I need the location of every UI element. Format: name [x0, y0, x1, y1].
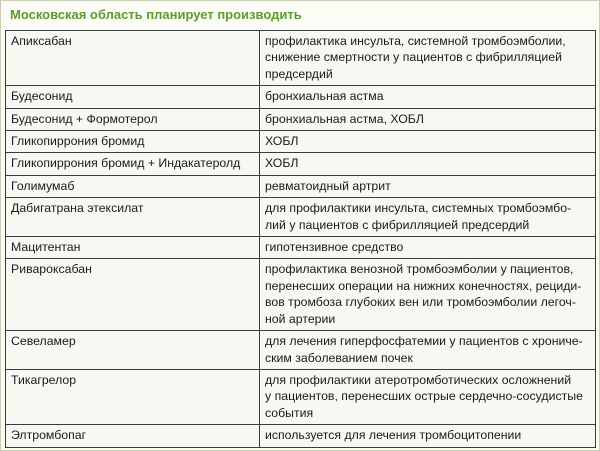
table-heading: Московская область планирует производить — [10, 7, 302, 22]
indication-cell — [260, 425, 596, 447]
drug-name-cell: Голимумаб — [6, 175, 260, 197]
drug-name-cell: Гликопиррония бромид — [6, 131, 260, 153]
indication-line: предсердий — [265, 66, 333, 81]
table-row — [6, 175, 596, 197]
indication-line: снижение смертности у пациентов с фибрилляцией — [265, 50, 562, 65]
indication-line: ХОБЛ — [265, 134, 299, 149]
indication-line: у пациентов, перенесших острые сердечно-сосудистые — [265, 389, 583, 404]
table-row — [6, 259, 596, 331]
indication-line: гипотензивное средство — [265, 240, 404, 255]
table-row — [6, 108, 596, 130]
indication-line: ной артерии — [265, 311, 336, 326]
drug-name-cell: Тикагрелор — [6, 369, 260, 424]
indication-line: для профилактики инсульта, системных тромбоэмбо- — [265, 201, 572, 216]
table-row — [6, 153, 596, 175]
drug-name-cell: Элтромбопаг — [6, 425, 260, 447]
indication-line: ским заболеванием почек — [265, 350, 413, 365]
table-row — [6, 369, 596, 424]
table-row — [6, 198, 596, 237]
drug-name-cell: Будесонид — [6, 86, 260, 108]
indication-cell — [260, 369, 596, 424]
indication-line: бронхиальная астма — [265, 89, 384, 104]
indication-line: вов тромбоза глубоких вен или тромбоэмболии легоч- — [265, 295, 576, 310]
indication-line: лий у пациентов с фибрилляцией предсердий — [265, 217, 530, 232]
table-body — [6, 31, 596, 448]
indication-cell — [260, 131, 596, 153]
indication-cell — [260, 331, 596, 370]
table-row — [6, 237, 596, 259]
table-row — [6, 425, 596, 447]
indication-line: используется для лечения тромбоцитопении — [265, 428, 522, 443]
indication-cell — [260, 31, 596, 86]
drug-name-cell: Мацитентан — [6, 237, 260, 259]
indication-cell — [260, 86, 596, 108]
indication-cell — [260, 237, 596, 259]
table-row — [6, 131, 596, 153]
drug-name-cell: Апиксабан — [6, 31, 260, 86]
indication-line: ревматоидный артрит — [265, 178, 391, 193]
indication-line: бронхиальная астма, ХОБЛ — [265, 111, 424, 126]
drug-name-cell: Севеламер — [6, 331, 260, 370]
indication-cell — [260, 108, 596, 130]
indication-line: перенесших операции на нижних конечностях, рециди- — [265, 278, 582, 293]
drug-name-cell: Ривароксабан — [6, 259, 260, 331]
indication-cell — [260, 259, 596, 331]
drug-name-cell: Будесонид + Формотерол — [6, 108, 260, 130]
indication-cell — [260, 175, 596, 197]
table-row — [6, 331, 596, 370]
table-row — [6, 86, 596, 108]
indication-line: ХОБЛ — [265, 156, 299, 171]
drug-name-cell: Дабигатрана этексилат — [6, 198, 260, 237]
table-row — [6, 31, 596, 86]
indication-line: для лечения гиперфосфатемии у пациентов с хрониче- — [265, 334, 583, 349]
indication-line: для профилактики атеротромботических осложнений — [265, 372, 572, 387]
indication-line: события — [265, 405, 314, 420]
indication-cell — [260, 198, 596, 237]
drug-name-cell: Гликопиррония бромид + Индакатеролд — [6, 153, 260, 175]
indication-cell — [260, 153, 596, 175]
drug-table — [5, 30, 596, 448]
indication-line: профилактика венозной тромбоэмболии у пациентов, — [265, 262, 574, 277]
indication-line: профилактика инсульта, системной тромбоэмболии, — [265, 34, 566, 48]
